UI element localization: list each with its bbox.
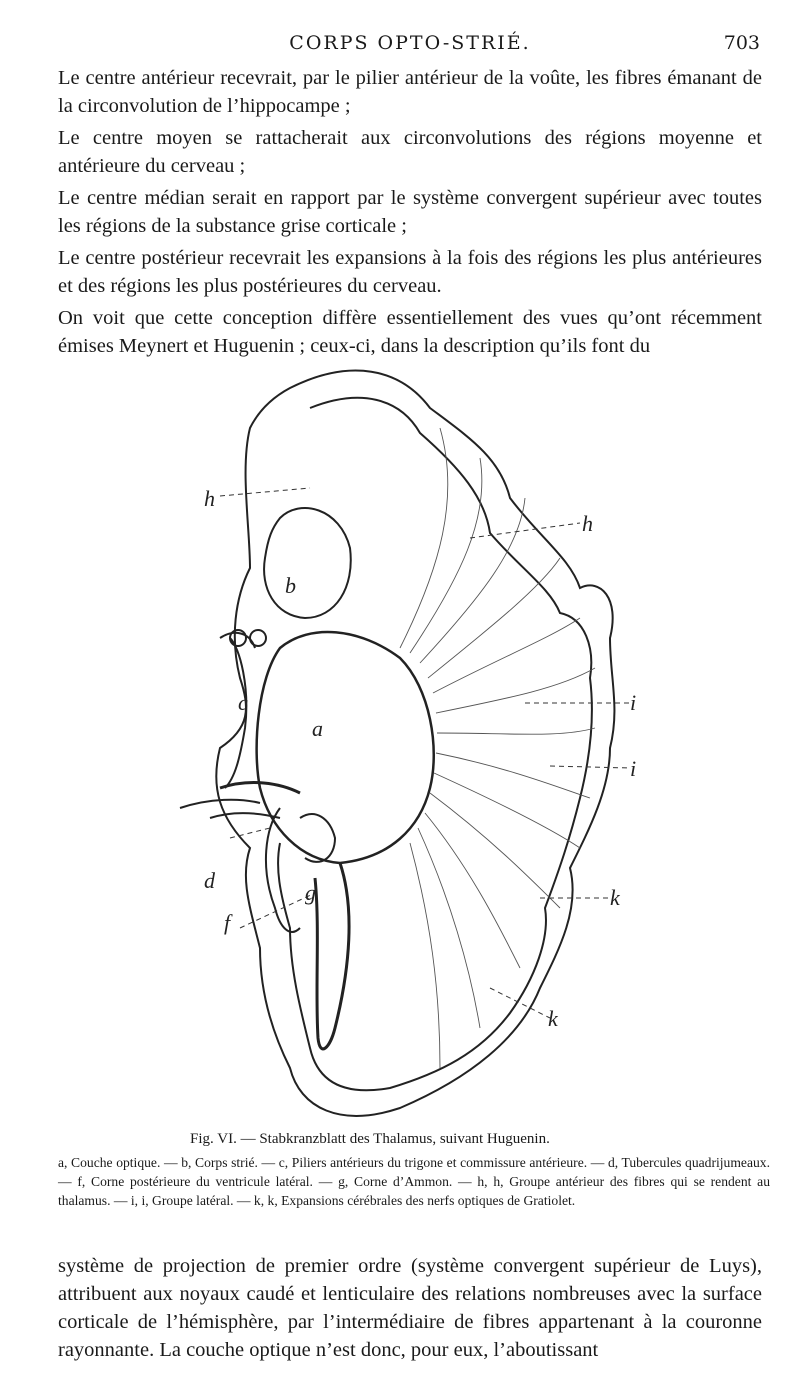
corpus-striatum	[264, 508, 351, 618]
label-i-lateral-bottom: i	[630, 756, 637, 781]
label-h-anterior-left: h	[204, 486, 215, 511]
paragraph: On voit que cette conception diffère essentiellement des vues qu’ont récemment émises Meynert et Huguenin ; ceux-ci, dans la description qu’ils font du	[58, 307, 762, 357]
top-text-block	[58, 64, 762, 364]
page-header	[60, 28, 760, 62]
label-f-corne-posterieure: f	[224, 910, 231, 935]
figure-caption: Fig. VI. — Stabkranzblatt des Thalamus, suivant Huguenin.	[190, 1131, 550, 1147]
label-g-corne-ammon: g	[305, 880, 316, 905]
label-i-lateral-top: i	[630, 690, 637, 715]
label-a-couche-optique: a	[312, 716, 323, 741]
paragraph: Le centre postérieur recevrait les expansions à la fois des régions les plus antérieures et des régions les plus postérieures du cerveau.	[58, 247, 762, 297]
label-c-pilier: c	[238, 690, 248, 715]
thalamus	[257, 632, 434, 863]
running-title: CORPS OPTO-STRIÉ.	[289, 32, 531, 54]
label-b-corpus-strie: b	[285, 573, 296, 598]
figure-legend: a, Couche optique. — b, Corps strié. — c, Piliers antérieurs du trigone et commissure antérieure. — d, Tubercules quadrijumeaux. — f, Corne postérieure du ventricule latéral. — g, Corne d’Ammon. — h, h, Groupe antérieur des fibres qui se rendent au thalamus. — i, i, Groupe latéral. — k, k, Expansions cérébrales des nerfs optiques de Gratiolet.	[58, 1155, 770, 1208]
paragraph: système de projection de premier ordre (système convergent supérieur de Luys), attribuent aux noyaux caudé et lenticulaire des relations nombreuses avec la surface corticale de l’hémisphère, par l’intermédiaire de fibres appartenant à la couronne rayonnante. La couche optique n’est donc, pour eux, l’aboutissant	[58, 1255, 762, 1361]
label-k-expansion-bottom: k	[548, 1006, 558, 1031]
thalamus-illustration	[140, 348, 660, 1128]
hemisphere-outline	[216, 371, 614, 1116]
bottom-text-block	[58, 1252, 762, 1368]
page-number: 703	[723, 32, 760, 54]
paragraph: Le centre antérieur recevrait, par le pilier antérieur de la voûte, les fibres émanant de la circonvolution de l’hippocampe ;	[58, 67, 762, 117]
label-k-expansion-top: k	[610, 885, 620, 910]
ammon-horn	[315, 863, 349, 1049]
inner-outline	[278, 398, 592, 1090]
label-h-anterior-right: h	[582, 511, 593, 536]
label-d-tubercules: d	[204, 868, 215, 893]
paragraph: Le centre médian serait en rapport par le système convergent supérieur avec toutes les régions de la substance grise corticale ;	[58, 187, 762, 237]
paragraph: Le centre moyen se rattacherait aux circonvolutions des régions moyenne et antérieure du cerveau ;	[58, 127, 762, 177]
anatomical-figure	[140, 348, 660, 1128]
